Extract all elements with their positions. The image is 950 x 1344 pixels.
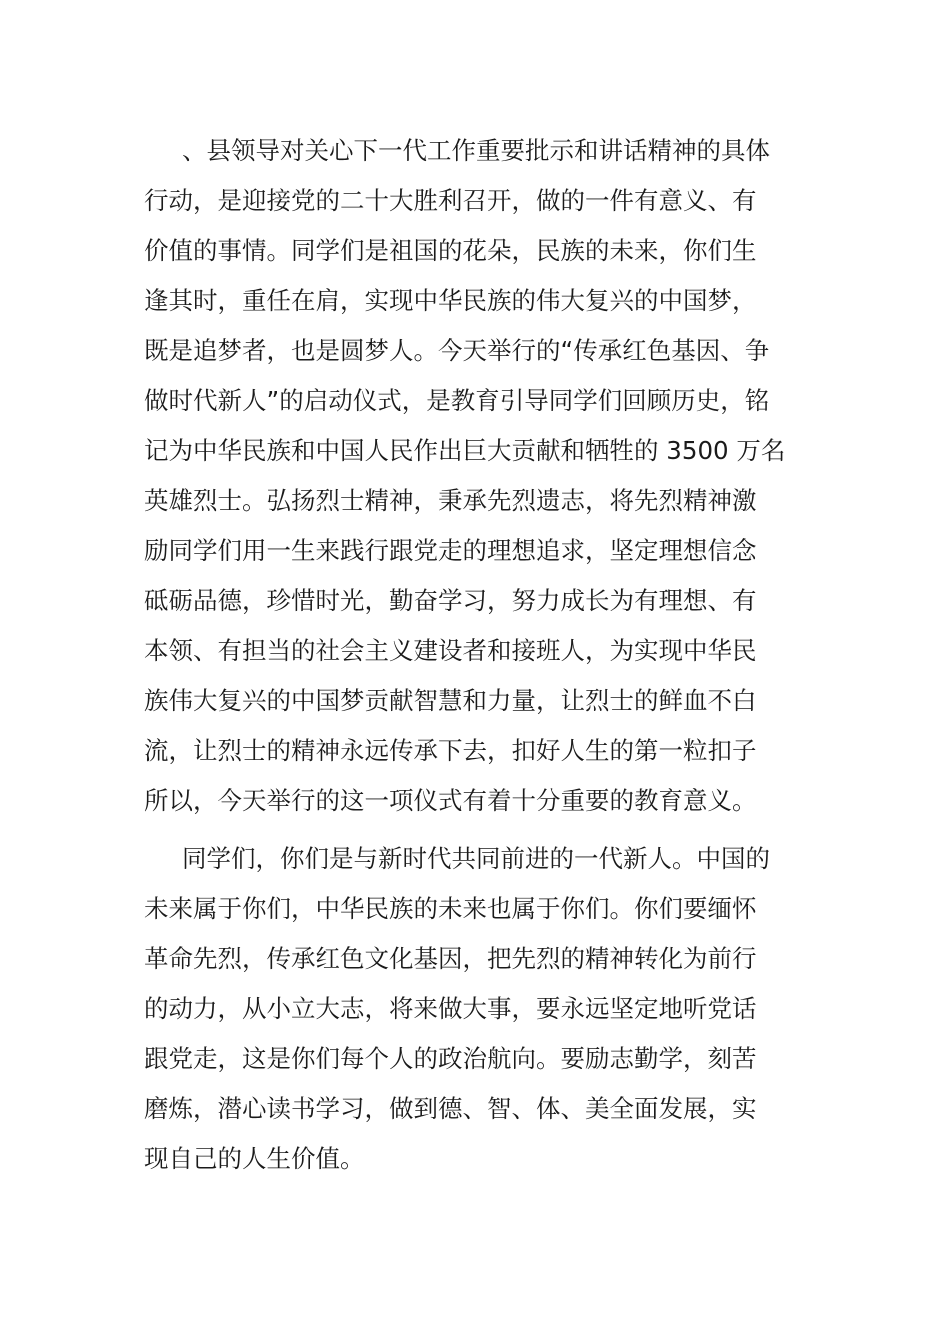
text-line: 励同学们用一生来践行跟党走的理想追求，坚定理想信念 [144, 536, 757, 565]
text-line: 族伟大复兴的中国梦贡献智慧和力量，让烈士的鲜血不白 [144, 686, 757, 715]
paragraph-1 [144, 126, 814, 826]
text-line: 、县领导对关心下一代工作重要批示和讲话精神的具体 [182, 136, 770, 165]
text-line: 价值的事情。同学们是祖国的花朵，民族的未来，你们生 [144, 236, 757, 265]
text-line: 革命先烈，传承红色文化基因，把先烈的精神转化为前行 [144, 944, 757, 973]
paragraph-2 [144, 834, 814, 1184]
text-line: 流，让烈士的精神永远传承下去，扣好人生的第一粒扣子 [144, 736, 757, 765]
text-line: 现自己的人生价值。 [144, 1144, 365, 1173]
text-line: 跟党走，这是你们每个人的政治航向。要励志勤学，刻苦 [144, 1044, 757, 1073]
text-line: 记为中华民族和中国人民作出巨大贡献和牺牲的 3500 万名 [144, 436, 786, 465]
text-line: 英雄烈士。弘扬烈士精神，秉承先烈遗志，将先烈精神激 [144, 486, 757, 515]
text-line: 本领、有担当的社会主义建设者和接班人，为实现中华民 [144, 636, 757, 665]
text-line: 逢其时，重任在肩，实现中华民族的伟大复兴的中国梦， [144, 286, 757, 315]
text-line: 所以，今天举行的这一项仪式有着十分重要的教育意义。 [144, 786, 757, 815]
text-line: 同学们，你们是与新时代共同前进的一代新人。中国的 [182, 844, 770, 873]
text-line: 砥砺品德，珍惜时光，勤奋学习，努力成长为有理想、有 [144, 586, 757, 615]
text-line: 磨炼，潜心读书学习，做到德、智、体、美全面发展，实 [144, 1094, 757, 1123]
text-line: 未来属于你们，中华民族的未来也属于你们。你们要缅怀 [144, 894, 757, 923]
text-line: 的动力，从小立大志，将来做大事，要永远坚定地听党话 [144, 994, 757, 1023]
text-line: 既是追梦者，也是圆梦人。今天举行的“传承红色基因、争 [144, 336, 770, 365]
text-line: 行动，是迎接党的二十大胜利召开，做的一件有意义、有 [144, 186, 757, 215]
text-line: 做时代新人”的启动仪式，是教育引导同学们回顾历史，铭 [144, 386, 770, 415]
